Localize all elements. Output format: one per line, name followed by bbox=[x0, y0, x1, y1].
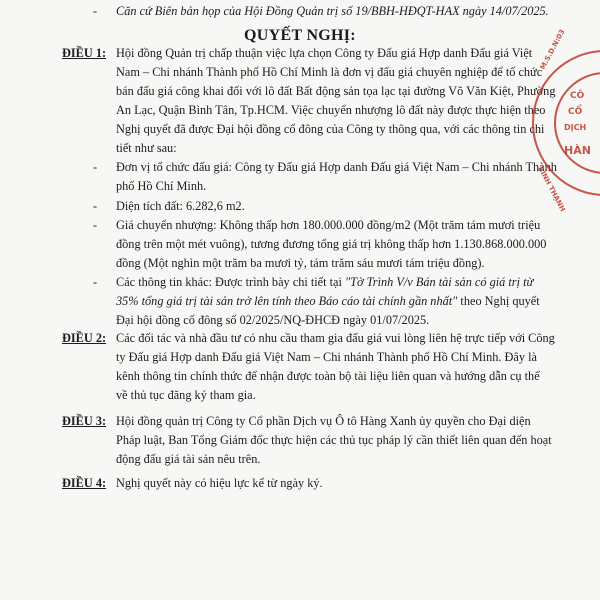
article-2-line: kênh thông tin chính thức để nhận được toàn bộ tài liệu liên quan và hướng dẫn cụ thể bbox=[116, 369, 540, 383]
article-2-line: Các đối tác và nhà đầu tư có nhu cầu tham gia đấu giá vui lòng liên hệ trực tiếp với Công bbox=[116, 331, 555, 345]
article-1-line: An Lạc, Quận Bình Tân, Tp.HCM. Việc chuyển nhượng lô đất này được thực hiện theo bbox=[116, 103, 546, 117]
bullet-dash: - bbox=[93, 199, 98, 213]
bullet-1-line: Đơn vị tổ chức đấu giá: Công ty Đấu giá Hợp danh Đấu giá Việt Nam – Chi nhánh Thành bbox=[116, 160, 557, 174]
article-1-line: bán đấu giá công khai đối với lô đất Bất động sản tọa lạc tại đường Võ Văn Kiệt, Phường bbox=[116, 84, 556, 98]
page-title: QUYẾT NGHỊ: bbox=[244, 27, 356, 44]
article-3-line: Pháp luật, Ban Tổng Giám đốc thực hiện các thủ tục pháp lý cần thiết liên quan đến hoạt bbox=[116, 433, 552, 447]
article-4-label: ĐIỀU 4: bbox=[62, 476, 107, 490]
bullet-dash: - bbox=[93, 160, 98, 174]
article-1-line: tiết như sau: bbox=[116, 141, 177, 155]
article-3-line: động đấu giá tài sản nêu trên. bbox=[116, 452, 261, 466]
svg-text:BÌNH THẠNH: BÌNH THẠNH bbox=[536, 165, 567, 213]
bullet-4-line bbox=[116, 275, 533, 289]
bullet-dash: - bbox=[93, 218, 98, 232]
article-2-label: ĐIỀU 2: bbox=[62, 331, 107, 345]
bullet-4-text: theo Nghị quyết bbox=[457, 294, 540, 308]
article-1-label: ĐIỀU 1: bbox=[62, 46, 107, 60]
bullet-4-line: Đại hội đồng cổ đông số 02/2025/NQ-ĐHCĐ ngày 01/07/2025. bbox=[116, 313, 430, 327]
article-1-line: Nghị quyết đã được Đại hội đồng cổ đông của Công ty thông qua, với các thông tin chi bbox=[116, 122, 545, 136]
header-dash: - bbox=[93, 4, 98, 18]
article-3-line: Hội đồng quản trị Công ty Cổ phần Dịch vụ Ô tô Hàng Xanh ủy quyền cho Đại diện bbox=[116, 414, 531, 428]
svg-text:M.S.D.N:03: M.S.D.N:03 bbox=[538, 28, 567, 71]
bullet-4-italic-ref: "Tờ Trình V/v Bán tài sản có giá trị từ bbox=[345, 275, 534, 289]
bullet-4-text: Các thông tin khác: Được trình bày chi tiết tại bbox=[116, 275, 345, 289]
header-line: Căn cứ Biên bản họp của Hội Đồng Quản trị số 19/BBH-HĐQT-HAX ngày 14/07/2025. bbox=[116, 4, 549, 18]
bullet-3-line: đồng trên một mét vuông), tương đương tổng giá trị không thấp hơn 1.130.868.000.000 bbox=[116, 237, 547, 251]
bullet-4-italic-ref: 35% tổng giá trị tài sản trở lên tính theo Báo cáo tài chính gần nhất" bbox=[116, 294, 458, 308]
bullet-3-line: Giá chuyển nhượng: Không thấp hơn 180.000.000 đồng/m2 (Một trăm tám mươi triệu bbox=[116, 218, 541, 232]
article-3-label: ĐIỀU 3: bbox=[62, 414, 107, 428]
svg-text:CỔ: CỔ bbox=[568, 107, 583, 117]
svg-text:HÀN: HÀN bbox=[564, 144, 591, 157]
article-2-line: về thủ tục đăng ký tham gia. bbox=[116, 388, 256, 402]
svg-text:DỊCH: DỊCH bbox=[564, 123, 587, 132]
article-1-line: Nam – Chi nhánh Thành phố Hồ Chí Minh là đơn vị đấu giá chuyên nghiệp để tổ chức bbox=[116, 65, 543, 79]
bullet-4-line bbox=[116, 294, 540, 308]
bullet-1-line: phố Hồ Chí Minh. bbox=[116, 179, 207, 193]
bullet-2-line: Diện tích đất: 6.282,6 m2. bbox=[116, 199, 245, 213]
bullet-dash: - bbox=[93, 275, 98, 289]
svg-text:CÔ: CÔ bbox=[570, 91, 585, 101]
bullet-3-line: đồng (Một nghìn một trăm ba mươi tỷ, tám trăm sáu mươi tám triệu đồng). bbox=[116, 256, 485, 270]
company-seal-stamp bbox=[530, 18, 600, 258]
article-1-line: Hội đồng Quản trị chấp thuận việc lựa chọn Công ty Đấu giá Hợp danh Đấu giá Việt bbox=[116, 46, 533, 60]
article-4-line: Nghị quyết này có hiệu lực kể từ ngày ký. bbox=[116, 476, 323, 490]
article-2-line: ty Đấu giá Hợp danh Đấu giá Việt Nam – Chi nhánh Thành phố Hồ Chí Minh. Đây là bbox=[116, 350, 537, 364]
